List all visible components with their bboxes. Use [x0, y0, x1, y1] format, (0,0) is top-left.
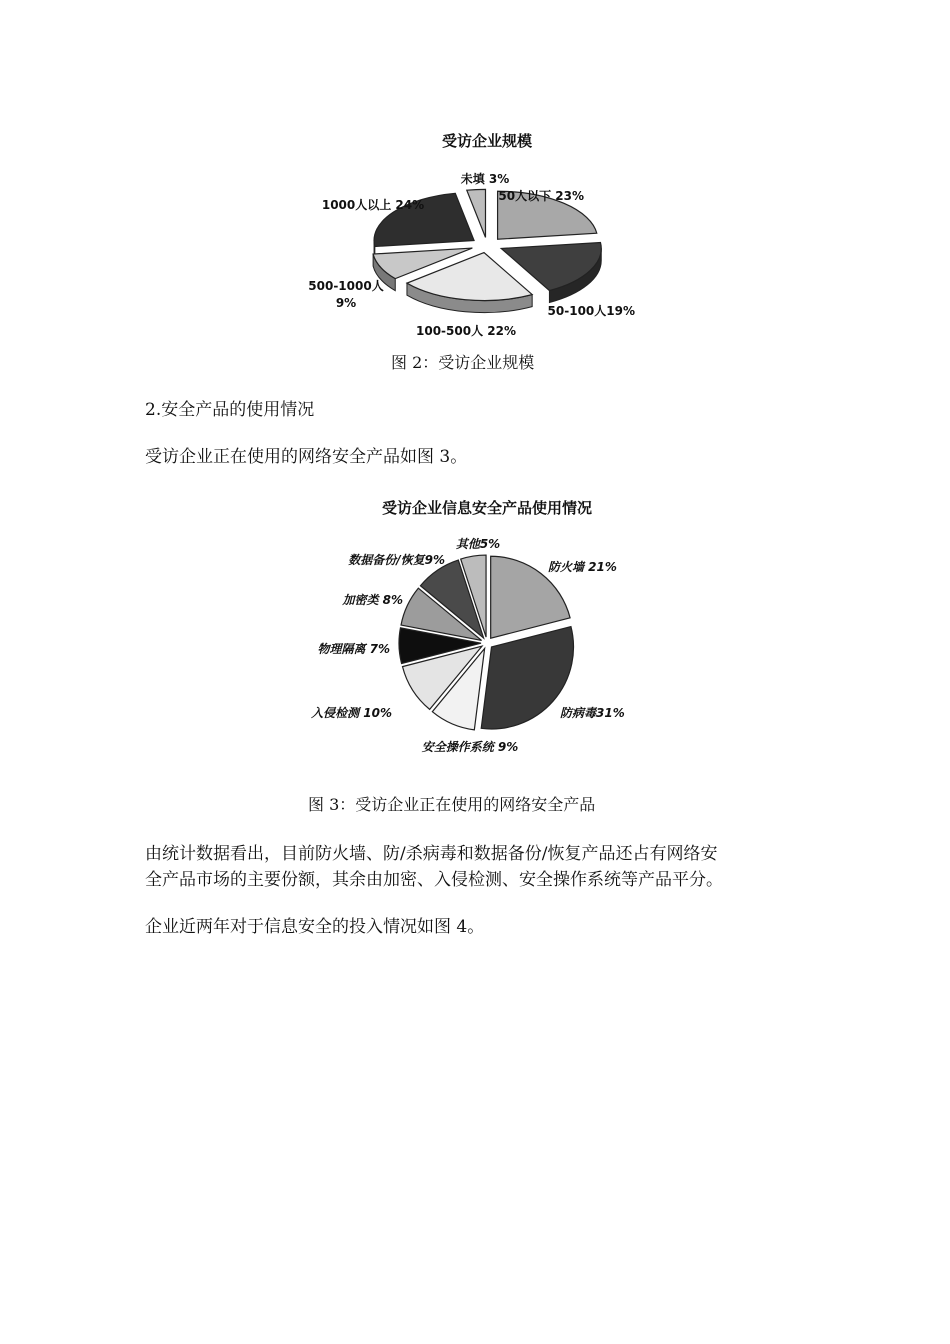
body-paragraph-1-line-1: 由统计数据看出，目前防火墙、防/杀病毒和数据备份/恢复产品还占有网络安 — [145, 844, 718, 864]
figure-2-label-500-1000-pct: 9% — [335, 296, 357, 310]
figure-3-label-antivirus: 防病毒31% — [560, 706, 625, 720]
figure-2-label-over-1000: 1000人以上 24% — [321, 198, 425, 212]
figure-2-label-50-100: 50-100人19% — [547, 304, 635, 318]
figure-3-label-backup-restore: 数据备份/恢复9% — [348, 553, 445, 567]
figure-2-caption: 图 2：受访企业规模 — [391, 353, 535, 372]
figure-3-label-other: 其他5% — [455, 537, 501, 551]
figure-2-title: 受访企业规模 — [441, 132, 533, 150]
body-paragraph-1-line-2: 全产品市场的主要份额，其余由加密、入侵检测、安全操作系统等产品平分。 — [145, 870, 723, 890]
figure-2-label-500-1000: 500-1000人 — [308, 279, 384, 293]
figure-3-caption: 图 3：受访企业正在使用的网络安全产品 — [308, 795, 596, 814]
figure-3-slices — [399, 555, 573, 730]
figure-2-label-unfilled: 未填 3% — [460, 172, 510, 186]
section-heading: 2.安全产品的使用情况 — [145, 400, 315, 420]
figure-2-label-100-500: 100-500人 22% — [416, 324, 516, 338]
figure-3-label-intrusion-detection: 入侵检测 10% — [311, 706, 392, 720]
body-paragraph-2: 企业近两年对于信息安全的投入情况如图 4。 — [145, 917, 485, 937]
figure-3-label-secure-os: 安全操作系统 9% — [421, 740, 519, 754]
figure-3-label-firewall: 防火墙 21% — [548, 560, 617, 574]
figure-3-pie-chart — [300, 490, 650, 765]
figure-3-title: 受访企业信息安全产品使用情况 — [381, 499, 593, 517]
figure-2-pie-chart — [290, 120, 660, 345]
section-intro: 受访企业正在使用的网络安全产品如图 3。 — [145, 447, 468, 467]
figure-3-label-encryption: 加密类 8% — [342, 593, 403, 607]
figure-2-label-under-50: 50人以下 23% — [498, 189, 584, 203]
figure-3-label-physical-isolation: 物理隔离 7% — [317, 642, 390, 656]
